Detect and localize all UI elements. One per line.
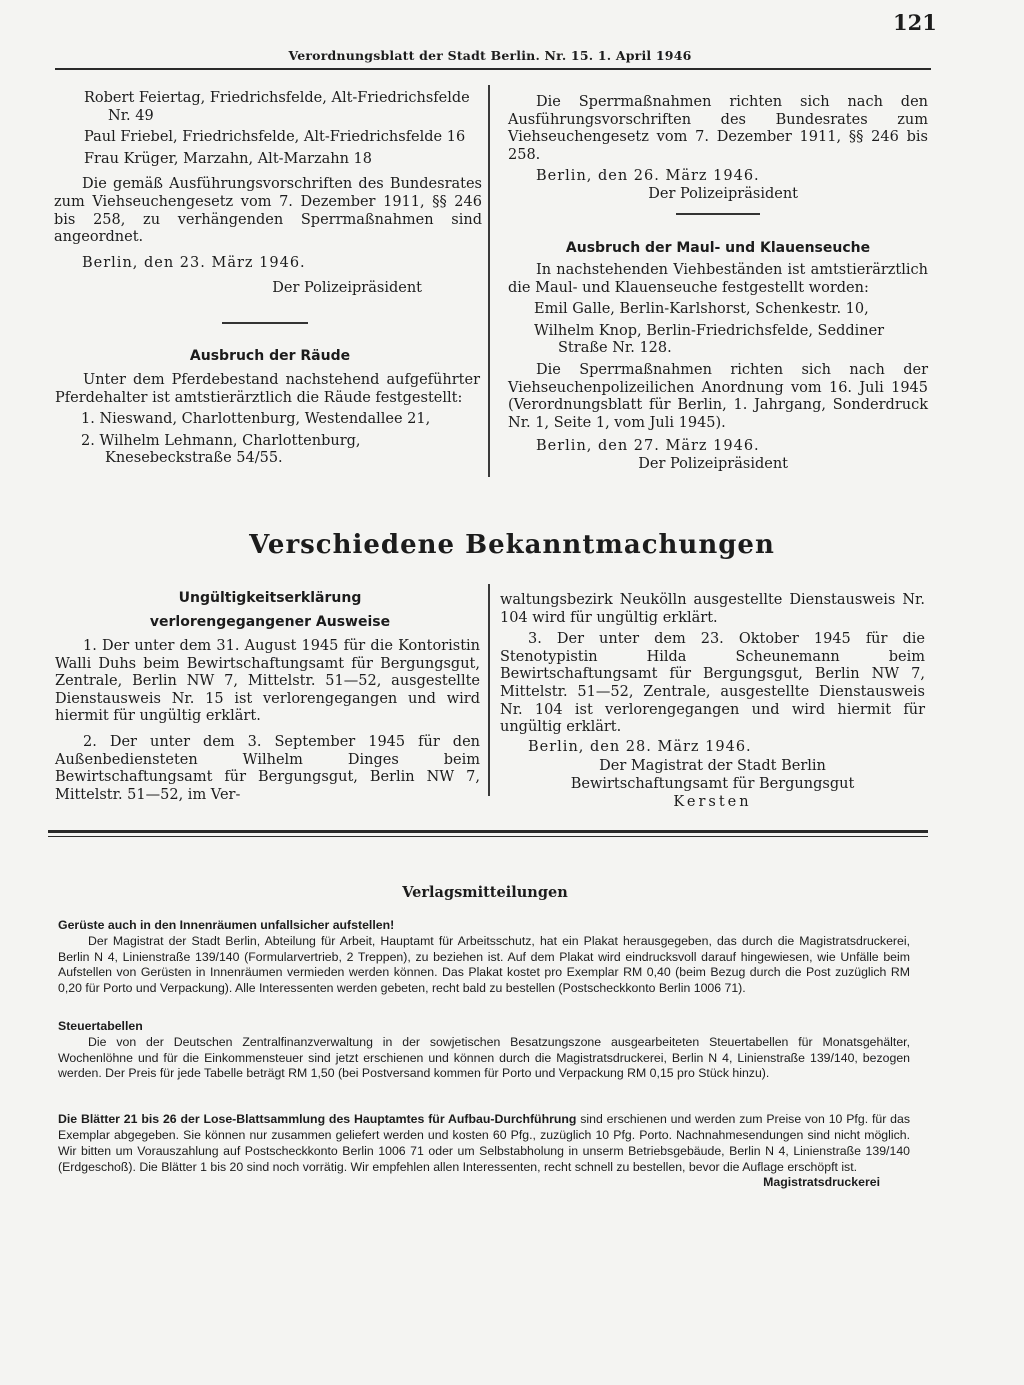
raeude-block — [55, 372, 480, 468]
list-item: Wilhelm Knop, Berlin-Friedrichsfelde, Seddiner Straße Nr. 128. — [534, 322, 885, 357]
header-rule — [55, 68, 931, 70]
ausweise-heading: Ungültigkeitserklärung — [178, 590, 362, 606]
section-heading: Ausbruch der Maul- und Klauenseuche — [565, 240, 871, 256]
paragraph: Die Sperrmaßnahmen richten sich nach den Ausführungsvorschriften des Bundesrates zum Viehseuchengesetz vom 7. Dezember 1911, §§ 246 bis 258. — [508, 94, 928, 163]
date-line: Berlin, den 28. März 1946. — [528, 738, 752, 755]
notice-heading: Gerüste auch in den Innenräumen unfallsicher aufstellen! — [58, 918, 395, 932]
list-item: Emil Galle, Berlin-Karlshorst, Schenkestr. 10, — [534, 301, 869, 318]
section-title: Verschiedene Bekanntmachungen — [249, 530, 775, 560]
list-item: 1. Nieswand, Charlottenburg, Westendallee 21, — [81, 411, 431, 428]
paragraph: 3. Der unter dem 23. Oktober 1945 für die Stenotypistin Hilda Scheunemann beim Bewirtschaftungsamt für Bergungsgut, Berlin NW 7, Mittelstr. 51—52, Zentrale, ausgestellte Dienstausweis Nr. 104 ist verlorengegangen und wird hiermit für ungültig erklärt. — [500, 631, 925, 736]
paragraph: 2. Der unter dem 3. September 1945 für den Außenbediensteten Wilhelm Dinges beim Bewirtschaftungsamt für Bergungsgut, Berlin NW 7, Mittelstr. 51—52, im Ver- — [55, 733, 480, 803]
paragraph: In nachstehenden Viehbeständen ist amtstierärztlich die Maul- und Klauenseuche festgestellt worden: — [508, 262, 928, 296]
ausweise-right — [500, 592, 925, 811]
signature: Der Polizeipräsident — [638, 455, 788, 472]
notice-text: Der Magistrat der Stadt Berlin, Abteilung für Arbeit, Hauptamt für Arbeitsschutz, hat ein Plakat herausgegeben, das durch die Magistratsdruckerei, Berlin N 4, Linienstraße 139/140 (Formularvertrieb, 2 Treppen), zu beziehen ist. Auf dem Plakat wird eindrucksvoll darauf hingewiesen, wie Unfälle beim Aufstellen von Gerüsten in Innenräumen vermieden werden können. Das Plakat kostet pro Exemplar RM 0,40 (beim Bezug durch die Post zuzüglich RM 0,20 für Porto und Verpackung). Alle Interessenten werden gebeten, recht bald zu bestellen (Postscheckkonto Berlin 1006 71). — [58, 933, 910, 996]
separator-rule — [676, 213, 760, 215]
verlag-block — [58, 918, 910, 1191]
address-entry: Paul Friebel, Friedrichsfelde, Alt-Friedrichsfelde 16 — [84, 129, 466, 146]
date-line: Berlin, den 23. März 1946. — [82, 254, 306, 271]
page-number: 121 — [893, 10, 937, 35]
notice-text — [58, 1112, 910, 1175]
notice-heading: Steuertabellen — [58, 1018, 143, 1033]
running-title: Verordnungsblatt der Stadt Berlin. Nr. 15. 1. April 1946 — [288, 48, 692, 63]
signature: Magistratsdruckerei — [763, 1175, 880, 1190]
ausweise-left — [55, 638, 480, 804]
paragraph: waltungsbezirk Neukölln ausgestellte Dienstausweis Nr. 104 wird für ungültig erklärt. — [500, 592, 925, 626]
signature-name: Kersten — [673, 793, 752, 810]
signature-line: Bewirtschaftungsamt für Bergungsgut — [570, 775, 855, 792]
notice-text: Die von der Deutschen Zentralfinanzverwaltung in der sowjetischen Besatzungszone ausgearbeiteten Steuertabellen für Monatsgehälter, Wochenlöhne und für die Einkommensteuer sind jetzt erschienen und können durch die Magistratsdruckerei, Berlin N 4, Linienstraße 139/140, bezogen werden. Der Preis für jede Tabelle beträgt RM 1,50 (bei Postversand kommen für Porto und Verpackung RM 0,15 pro Stück hinzu). — [58, 1034, 910, 1081]
signature: Der Polizeipräsident — [272, 280, 422, 297]
notice-lead: Die Blätter 21 bis 26 der Lose-Blattsammlung des Hauptamtes für Aufbau-Durchführung — [58, 1112, 577, 1127]
top-left-column — [54, 90, 482, 298]
signature: Der Polizeipräsident — [648, 185, 798, 202]
separator-rule — [222, 322, 308, 324]
paragraph: Unter dem Pferdebestand nachstehend aufgeführter Pferdehalter ist amtstierärztlich die Räude festgestellt: — [55, 372, 480, 406]
verlag-title: Verlagsmitteilungen — [402, 884, 568, 901]
paragraph: Die gemäß Ausführungsvorschriften des Bundesrates zum Viehseuchengesetz vom 7. Dezember 1911, §§ 246 bis 258, zu verhängenden Sperrmaßnahmen sind angeordnet. — [54, 176, 482, 246]
divider-rule — [48, 836, 928, 837]
list-item: 2. Wilhelm Lehmann, Charlottenburg, Knesebeckstraße 54/55. — [81, 432, 361, 467]
address-entry: Frau Krüger, Marzahn, Alt-Marzahn 18 — [84, 150, 372, 167]
column-divider-top — [488, 85, 490, 477]
section-heading: Ausbruch der Räude — [189, 348, 351, 364]
top-right-column — [508, 94, 928, 204]
notice-body: sind erschienen und werden zum Preise von 10 Pfg. für das Exemplar abgegeben. Sie können nur zusammen geliefert werden und kosten 60 Pfg., zuzüglich 10 Pfg. Porto. Nachnahmesendungen sind nicht möglich. Wir bitten um Vorauszahlung auf Postscheckkonto Berlin 1006 71 oder um Selbstabholung in unserm Betriebsgebäude, Berlin N 4, Linienstraße 139/140 (Erdgeschoß). Die Blätter 1 bis 20 sind noch vorrätig. Wir empfehlen allen Interessenten, recht schnell zu bestellen, bevor die Auflage erschöpft ist. — [58, 1112, 910, 1174]
divider-rule — [48, 830, 928, 833]
date-line: Berlin, den 27. März 1946. — [536, 438, 760, 455]
signature-line: Der Magistrat der Stadt Berlin — [599, 758, 826, 775]
column-divider-bottom — [488, 584, 490, 796]
paragraph: Die Sperrmaßnahmen richten sich nach der Viehseuchenpolizeilichen Anordnung vom 16. Juli 1945 (Verordnungsblatt für Berlin, 1. Jahrgang, Sonderdruck Nr. 1, Seite 1, vom Juli 1945). — [508, 361, 928, 431]
ausweise-heading-2: verlorengegangener Ausweise — [149, 614, 391, 630]
maul-block — [508, 262, 928, 474]
paragraph: 1. Der unter dem 31. August 1945 für die Kontoristin Walli Duhs beim Bewirtschaftungsamt für Bergungsgut, Zentrale, Berlin NW 7, Mittelstr. 51—52, ausgestellte Dienstausweis Nr. 15 ist verlorengegangen und wird hiermit für ungültig erklärt. — [55, 638, 480, 725]
date-line: Berlin, den 26. März 1946. — [536, 168, 760, 185]
address-entry: Robert Feiertag, Friedrichsfelde, Alt-Friedrichsfelde Nr. 49 — [84, 90, 470, 124]
